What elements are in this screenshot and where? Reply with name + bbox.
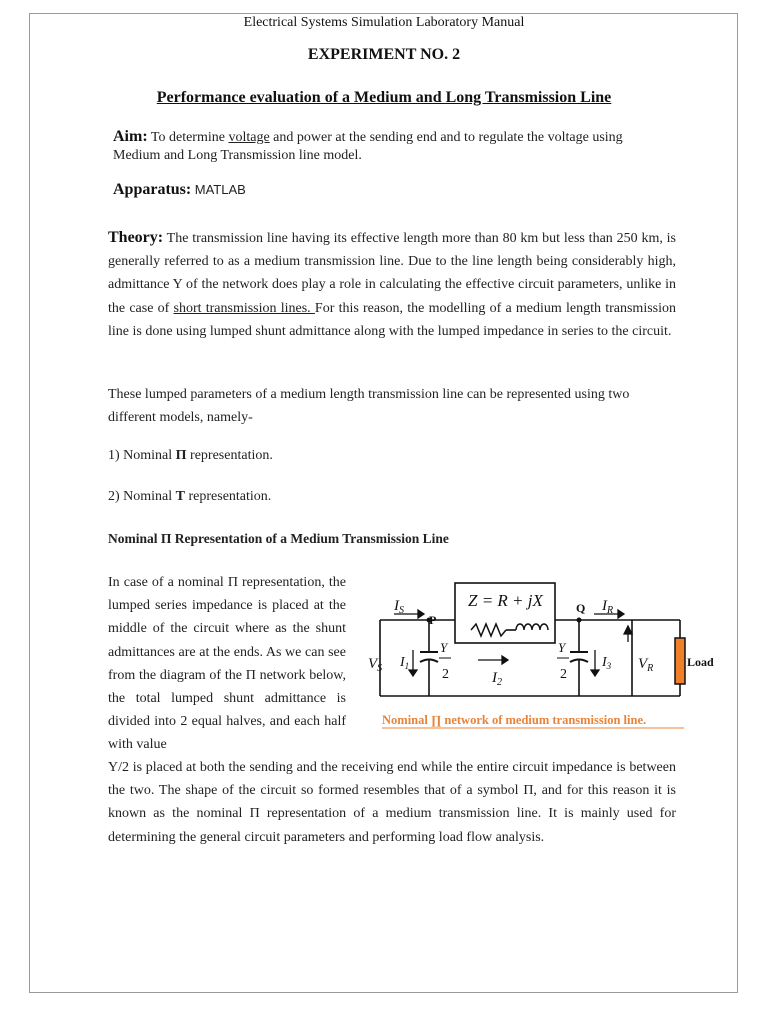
y-num-left: Y xyxy=(440,640,448,655)
node-p-label: P xyxy=(429,613,437,627)
vs-label: V xyxy=(368,656,378,672)
i2-sub: 2 xyxy=(497,677,502,688)
y-num-right: Y xyxy=(558,640,566,655)
list-item xyxy=(108,448,273,464)
i3-sub: 3 xyxy=(606,661,612,671)
is-label: I xyxy=(394,598,399,614)
vr-label: V xyxy=(638,656,648,672)
vr-sub: R xyxy=(647,663,654,674)
vs-sub: S xyxy=(377,663,383,674)
aim-text-before: To determine xyxy=(150,130,229,145)
svg-text:I3 xyxy=(601,655,612,671)
y-den-right: 2 xyxy=(560,667,567,682)
svg-text:IS xyxy=(393,598,404,616)
i3-label: I xyxy=(602,655,607,670)
svg-text:VR xyxy=(638,656,653,674)
models-paragraph: These lumped parameters of a medium length transmission line can be represented using two different models, namely- xyxy=(108,387,630,425)
impedance-label: Z = R + jX xyxy=(468,591,543,610)
aim-section xyxy=(113,128,673,165)
theory-text-after: For this reason, the modelling of a medium length transmission line is done using lumped shunt admittance along with the lumped impedance in series to the circuit. xyxy=(108,300,676,339)
i1-sub: 1 xyxy=(404,661,410,671)
list-item xyxy=(108,489,271,505)
list-item-prefix: 2) Nominal xyxy=(108,489,176,504)
ir-label: I xyxy=(602,598,607,614)
theory-paragraph xyxy=(108,226,676,343)
aim-label: Aim: xyxy=(113,128,148,145)
diagram-caption: Nominal ∏ network of medium transmission line. xyxy=(382,713,647,727)
section-subheading: Nominal Π Representation of a Medium Transmission Line xyxy=(108,531,449,546)
y-den-left: 2 xyxy=(442,667,449,682)
list-item-prefix: 1) Nominal xyxy=(108,448,176,463)
list-item-symbol: T xyxy=(175,489,185,504)
apparatus-label: Apparatus: xyxy=(113,181,192,198)
apparatus-value: MATLAB xyxy=(194,182,246,197)
running-header: Electrical Systems Simulation Laboratory Manual xyxy=(243,15,525,30)
list-item-suffix: representation. xyxy=(185,489,272,504)
theory-text-before: The transmission line having its effective length more than 80 km but less than 250 km, is generally referred to as a medium transmission line. Due to the line length being considerably high, admittance Y of the network does play a role in calculating the effective circuit parameters, unlike in the case of xyxy=(108,231,676,316)
is-sub: S xyxy=(399,605,404,616)
page-title: Performance evaluation of a Medium and Long Transmission Line xyxy=(156,89,612,106)
experiment-number: EXPERIMENT NO. 2 xyxy=(307,46,461,63)
short-transmission-lines-link[interactable]: short transmission lines. xyxy=(173,300,315,316)
voltage-link[interactable]: voltage xyxy=(228,130,270,145)
i1-label: I xyxy=(400,655,405,670)
node-q-label: Q xyxy=(576,601,586,615)
apparatus-section xyxy=(113,181,246,199)
list-item-symbol: Π xyxy=(175,448,187,463)
ir-sub: R xyxy=(607,605,614,616)
svg-text:IR xyxy=(601,598,613,616)
nominal-pi-network-diagram xyxy=(366,578,714,738)
list-item-suffix: representation. xyxy=(186,448,273,463)
load-label: Load xyxy=(687,655,714,669)
node-q-dot xyxy=(577,618,582,623)
svg-text:I2 xyxy=(491,670,502,688)
aim-text-after: and power at the sending end and to regulate the voltage using Medium and Long Transmission line model. xyxy=(113,130,623,163)
theory-label: Theory: xyxy=(108,229,164,246)
svg-text:I1 xyxy=(399,655,409,671)
i2-label: I xyxy=(492,670,497,686)
nominal-pi-continuation-paragraph: Y/2 is placed at both the sending and the receiving end while the entire circuit impedance is between the two. The shape of the circuit so formed resembles that of a symbol Π, and for this reason it is known as the nominal Π representation of a medium transmission line. It is mainly used for determining the general circuit parameters and performing load flow analysis. xyxy=(108,760,676,845)
load-block xyxy=(675,638,685,684)
nominal-pi-paragraph: In case of a nominal Π representation, the lumped series impedance is placed at the middle of the circuit where as the shunt admittances are at the ends. As we can see from the diagram of the Π network below, the total lumped shunt admittance is divided into 2 equal halves, and each half with value xyxy=(108,575,346,753)
